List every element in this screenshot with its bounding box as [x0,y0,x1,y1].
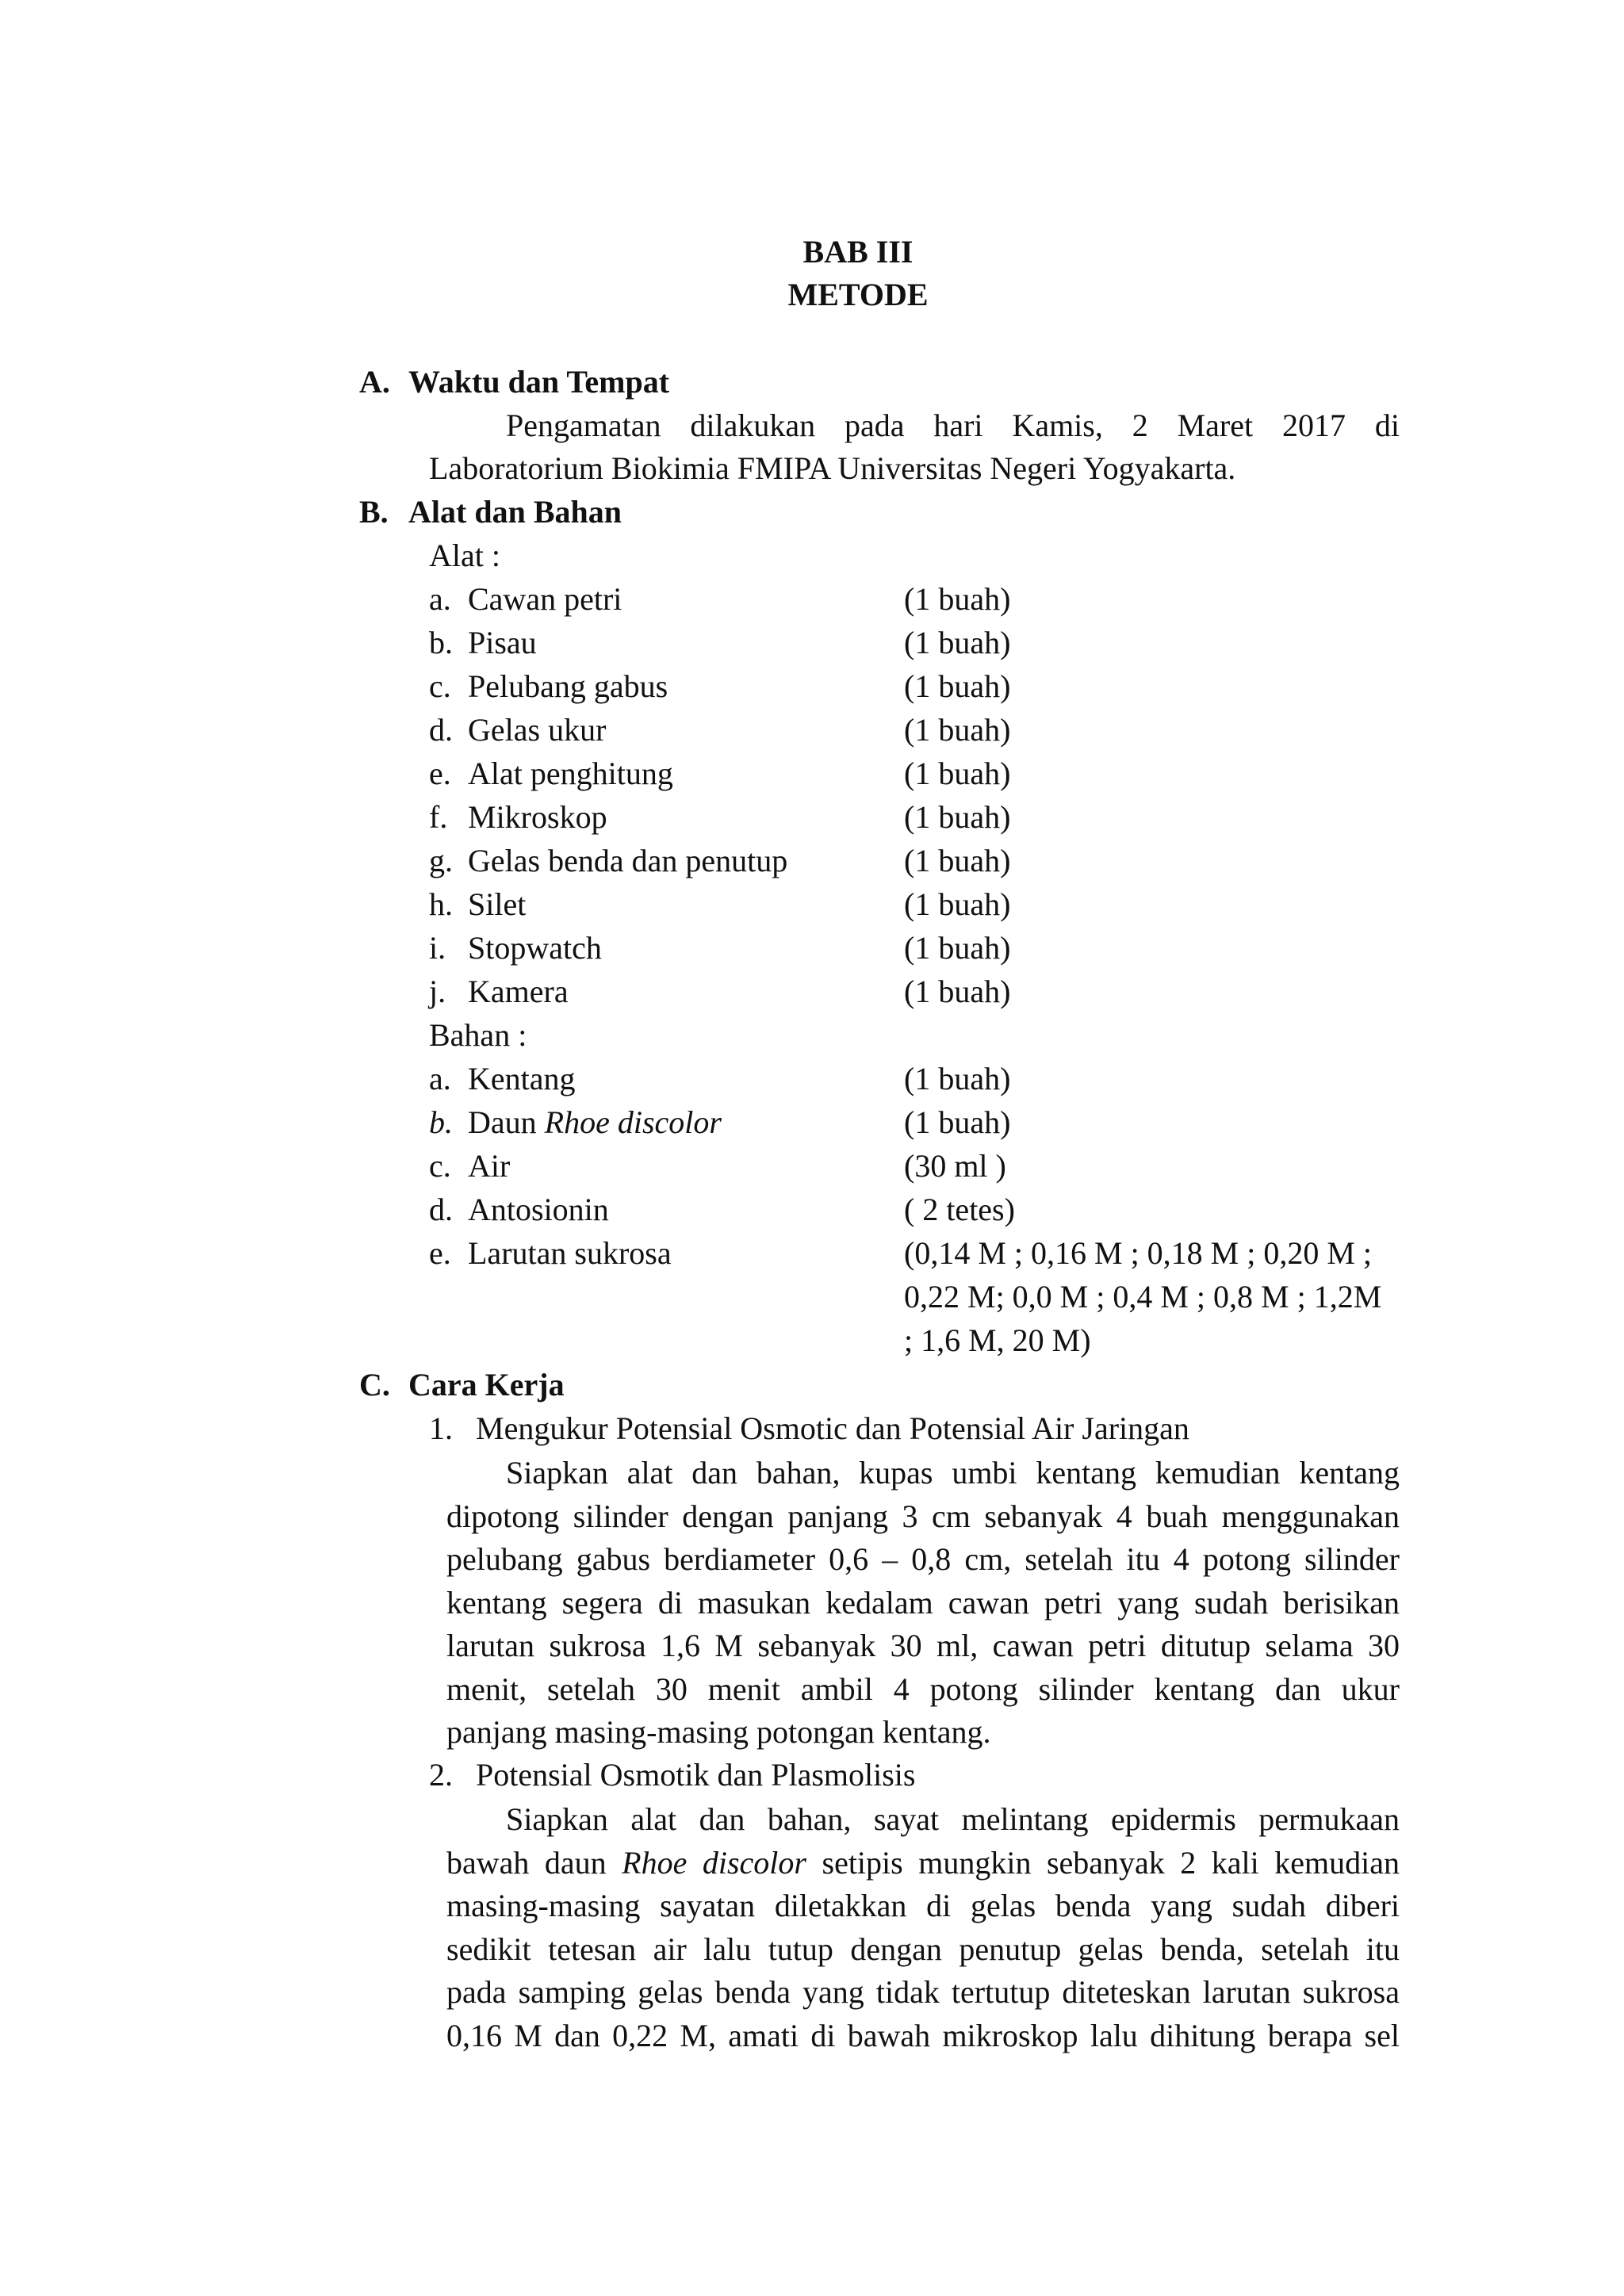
paragraph-line: pada samping gelas benda yang tidak tertutup diteteskan larutan sukrosa [446,1974,1400,2010]
list-item-marker: c. [429,1148,451,1184]
list-item-name: Pisau [468,625,537,660]
list-item-name: Alat penghitung [468,756,673,791]
step-number: 2. [429,1757,453,1793]
alat-label: Alat : [429,538,500,573]
paragraph-line: Siapkan alat dan bahan, sayat melintang epidermis permukaan [506,1801,1400,1837]
paragraph-line [446,1842,1400,1885]
list-item-qty: (1 buah) [904,581,1011,617]
list-item-name: Cawan petri [468,581,622,617]
list-item-qty: (1 buah) [904,974,1011,1009]
list-item-name: Gelas ukur [468,712,607,748]
paragraph-line: panjang masing-masing potongan kentang. [446,1714,991,1750]
list-item-name: Kentang [468,1061,576,1096]
list-item-name: Air [468,1148,511,1184]
paragraph-line: menit, setelah 30 menit ambil 4 potong silinder kentang dan ukur [446,1670,1400,1707]
chapter-number: BAB III [802,234,914,270]
step-title: Mengukur Potensial Osmotic dan Potensial Air Jaringan [476,1410,1189,1446]
section-a-line: Laboratorium Biokimia FMIPA Universitas Negeri Yogyakarta. [429,450,1236,486]
list-item-marker: e. [429,756,451,791]
section-a-line: Pengamatan dilakukan pada hari Kamis, 2 Maret 2017 di [506,408,1400,443]
list-item-qty: (1 buah) [904,756,1011,791]
paragraph-line: sedikit tetesan air lalu tutup dengan penutup gelas benda, setelah itu [446,1931,1400,1967]
list-item-marker: f. [429,799,448,835]
paragraph-line: larutan sukrosa 1,6 M sebanyak 30 ml, cawan petri ditutup selama 30 [446,1628,1400,1663]
step-number: 1. [429,1410,453,1446]
list-item-qty: (1 buah) [904,799,1011,835]
step-title: Potensial Osmotik dan Plasmolisis [476,1757,916,1793]
list-item-marker: j. [429,974,446,1009]
list-item-qty: (1 buah) [904,930,1011,966]
species-name: Rhoe discolor [544,1104,722,1140]
list-item-marker: e. [429,1235,451,1271]
list-item-marker [429,1103,453,1142]
list-item-name [468,1103,722,1142]
paragraph-line: Siapkan alat dan bahan, kupas umbi kentang kemudian kentang [506,1455,1400,1490]
list-item-name: Mikroskop [468,799,607,835]
paragraph-line: pelubang gabus berdiameter 0,6 – 0,8 cm, setelah itu 4 potong silinder [446,1541,1400,1577]
list-item-qty: (1 buah) [904,886,1011,922]
list-item-marker: a. [429,1061,451,1096]
list-item-qty: (1 buah) [904,843,1011,878]
list-item-marker: g. [429,843,453,878]
list-item-name: Gelas benda dan penutup [468,843,788,878]
list-item-qty: (1 buah) [904,712,1011,748]
section-c-heading: Cara Kerja [408,1367,565,1402]
list-item-name: Pelubang gabus [468,668,668,704]
list-item-qty: (1 buah) [904,625,1011,660]
section-b-heading: Alat dan Bahan [408,494,622,530]
section-a-heading: Waktu dan Tempat [408,364,670,400]
step-2-paragraph [446,1798,1400,2057]
chapter-title: METODE [787,277,929,312]
list-item-qty: ; 1,6 M, 20 M) [904,1322,1091,1358]
list-item-name: Larutan sukrosa [468,1235,672,1271]
text-run: setipis mungkin sebanyak 2 kali kemudian [822,1844,1400,1881]
list-item-qty: (1 buah) [904,668,1011,704]
list-item-name: Antosionin [468,1192,609,1227]
list-item-marker-text: b. [429,1104,453,1140]
section-a-marker: A. [359,364,390,400]
species-name: Rhoe discolor [622,1844,806,1881]
list-item-marker: d. [429,712,453,748]
list-item-name-prefix: Daun [468,1104,537,1140]
step-1-paragraph [446,1452,1400,1755]
text-run: bawah daun [446,1844,607,1881]
paragraph-line: 0,16 M dan 0,22 M, amati di bawah mikroskop lalu dihitung berapa sel [446,2017,1400,2053]
paragraph-line: dipotong silinder dengan panjang 3 cm sebanyak 4 buah menggunakan [446,1498,1400,1534]
section-b-marker: B. [359,494,389,530]
list-item-qty: ( 2 tetes) [904,1192,1015,1227]
list-item-qty: (1 buah) [904,1104,1011,1140]
bahan-label: Bahan : [429,1017,527,1053]
list-item-qty: (0,14 M ; 0,16 M ; 0,18 M ; 0,20 M ; [904,1235,1373,1271]
section-c-marker: C. [359,1367,390,1402]
list-item-marker: d. [429,1192,453,1227]
paragraph-line: masing-masing sayatan diletakkan di gelas benda yang sudah diberi [446,1888,1400,1923]
list-item-qty: 0,22 M; 0,0 M ; 0,4 M ; 0,8 M ; 1,2M [904,1279,1382,1314]
list-item-name: Silet [468,886,527,922]
list-item-qty: (30 ml ) [904,1148,1006,1184]
paragraph-line: kentang segera di masukan kedalam cawan petri yang sudah berisikan [446,1584,1400,1621]
list-item-marker: i. [429,930,446,966]
list-item-marker: b. [429,625,453,660]
list-item-qty: (1 buah) [904,1061,1011,1096]
list-item-marker: h. [429,886,453,922]
list-item-name: Kamera [468,974,569,1009]
list-item-name: Stopwatch [468,930,602,966]
list-item-marker: a. [429,581,451,617]
list-item-marker: c. [429,668,451,704]
